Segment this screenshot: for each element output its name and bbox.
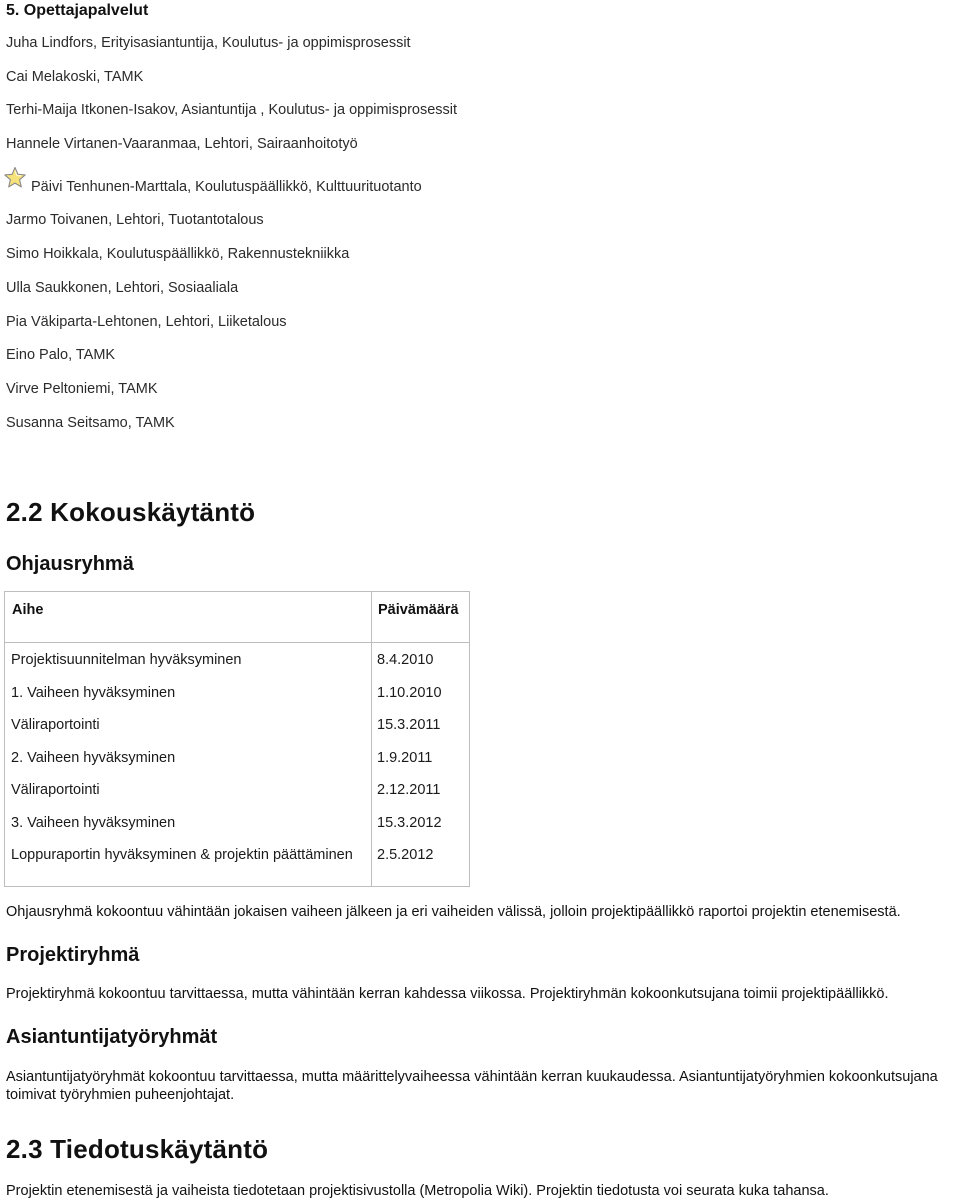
ohjausryhma-paragraph: Ohjausryhmä kokoontuu vähintään jokaisen vaiheen jälkeen ja eri vaiheiden välissä, jolloin projektipäällikkö raportoi projektin etenemisestä.	[6, 904, 901, 920]
asiantuntija-paragraph: Asiantuntijatyöryhmät kokoontuu tarvittaessa, mutta määrittelyvaiheessa vähintään kerran kuukaudessa. Asiantuntijatyöryhmien kokoonkutsujana toimivat työryhmien puheenjohtajat.	[6, 1069, 938, 1103]
tiedotus-paragraph: Projektin etenemisestä ja vaiheista tiedotetaan projektisivustolla (Metropolia Wiki). Projektin tiedotusta voi seurata kuka tahansa.	[6, 1183, 829, 1199]
cell-pvm: 1.9.2011	[377, 750, 433, 766]
cell-pvm: 15.3.2011	[377, 717, 441, 733]
cell-pvm: 2.5.2012	[377, 847, 434, 863]
table-row	[5, 646, 469, 678]
star-icon	[3, 166, 27, 190]
cell-aihe: Projektisuunnitelman hyväksyminen	[11, 652, 242, 668]
person-line: Simo Hoikkala, Koulutuspäällikkö, Rakennustekniikka	[6, 246, 350, 262]
person-line: Jarmo Toivanen, Lehtori, Tuotantotalous	[6, 212, 264, 228]
person-line: Cai Melakoski, TAMK	[6, 69, 144, 85]
person-line: Pia Väkiparta-Lehtonen, Lehtori, Liiketalous	[6, 314, 287, 330]
cell-pvm: 15.3.2012	[377, 815, 442, 831]
person-line: Päivi Tenhunen-Marttala, Koulutuspäällikkö, Kulttuurituotanto	[31, 179, 422, 195]
table-row	[5, 711, 469, 743]
cell-pvm: 8.4.2010	[377, 652, 434, 668]
subsection-title-asiantuntijatyoryhmat: Asiantuntijatyöryhmät	[6, 1026, 218, 1048]
projektiryhma-paragraph: Projektiryhmä kokoontuu tarvittaessa, mutta vähintään kerran kahdessa viikossa. Projektiryhmän kokoonkutsujana toimii projektipäällikkö.	[6, 986, 889, 1002]
section-title-tiedotuskaytanto: 2.3 Tiedotuskäytäntö	[6, 1134, 269, 1164]
person-line: Hannele Virtanen-Vaaranmaa, Lehtori, Sairaanhoitotyö	[6, 136, 358, 152]
schedule-table	[4, 591, 470, 887]
person-line: Eino Palo, TAMK	[6, 347, 116, 363]
table-row	[5, 841, 469, 873]
table-header	[5, 592, 469, 643]
person-line: Susanna Seitsamo, TAMK	[6, 415, 175, 431]
person-line: Virve Peltoniemi, TAMK	[6, 381, 158, 397]
section-title-kokouskaytanto: 2.2 Kokouskäytäntö	[6, 497, 256, 527]
cell-aihe: 3. Vaiheen hyväksyminen	[11, 815, 176, 831]
header-aihe: Aihe	[12, 602, 44, 618]
person-line: Ulla Saukkonen, Lehtori, Sosiaaliala	[6, 280, 239, 296]
person-line: Terhi-Maija Itkonen-Isakov, Asiantuntija , Koulutus- ja oppimisprosessit	[6, 102, 458, 118]
table-row	[5, 744, 469, 776]
cell-aihe: Väliraportointi	[11, 782, 100, 798]
table-row	[5, 679, 469, 711]
table-row	[5, 809, 469, 841]
cell-pvm: 2.12.2011	[377, 782, 441, 798]
cell-aihe: Loppuraportin hyväksyminen & projektin päättäminen	[11, 847, 353, 863]
header-paivamaara: Päivämäärä	[378, 602, 459, 618]
subsection-title-projektiryhma: Projektiryhmä	[6, 944, 140, 966]
cell-aihe: 1. Vaiheen hyväksyminen	[11, 685, 176, 701]
table-row	[5, 776, 469, 808]
cell-aihe: Väliraportointi	[11, 717, 100, 733]
person-line: Juha Lindfors, Erityisasiantuntija, Koulutus- ja oppimisprosessit	[6, 35, 411, 51]
section-heading: 5. Opettajapalvelut	[6, 2, 149, 19]
subsection-title-ohjausryhma: Ohjausryhmä	[6, 553, 134, 575]
cell-pvm: 1.10.2010	[377, 685, 442, 701]
cell-aihe: 2. Vaiheen hyväksyminen	[11, 750, 176, 766]
